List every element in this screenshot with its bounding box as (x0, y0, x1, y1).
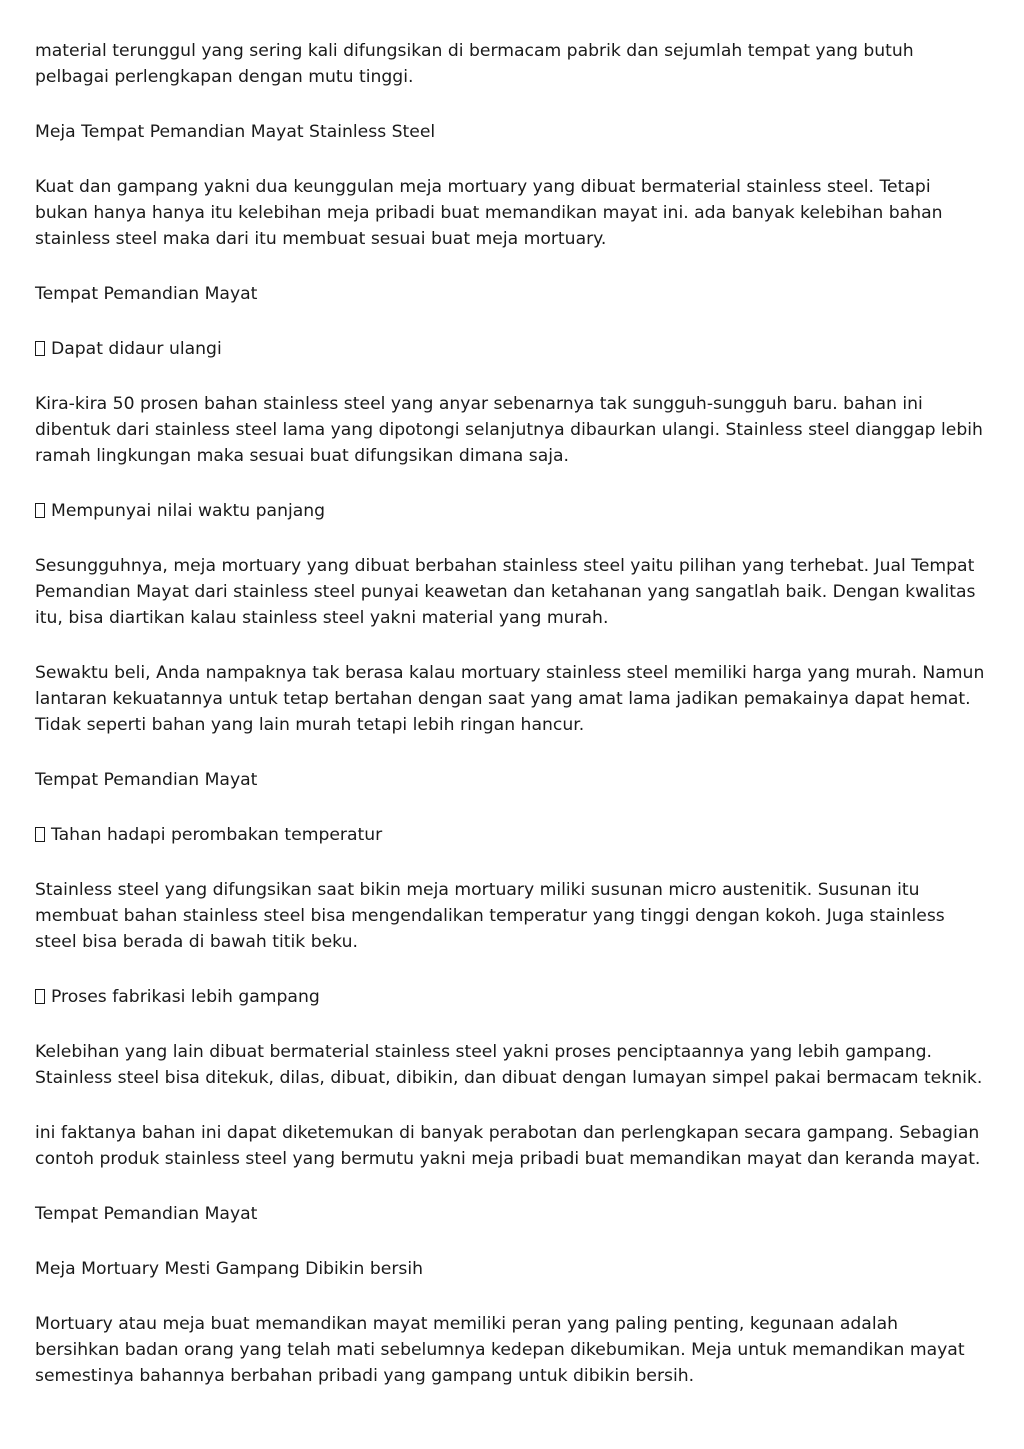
paragraph-produk: ini faktanya bahan ini dapat diketemukan di banyak perabotan dan perlengkapan secara gampang. Sebagian contoh produk stainless steel yang bermutu yakni meja pribadi buat memandikan mayat dan keranda mayat. (35, 1123, 981, 1169)
bullet-item-temperatur (35, 822, 985, 848)
bullet-label: Dapat didaur ulangi (51, 339, 222, 359)
bullet-box-icon (35, 341, 45, 356)
paragraph-mortuary: Mortuary atau meja buat memandikan mayat memiliki peran yang paling penting, kegunaan adalah bersihkan badan orang yang telah mati sebelumnya kedepan dikebumikan. Meja untuk memandikan mayat semestinya bahannya berbahan pribadi yang gampang untuk dibikin bersih. (35, 1314, 965, 1386)
paragraph-harga-murah: Sewaktu beli, Anda nampaknya tak berasa kalau mortuary stainless steel memiliki harga yang murah. Namun lantaran kekuatannya untuk tetap bertahan dengan saat yang amat lama jadikan pemakainya dapat hemat. Tidak seperti bahan yang lain murah tetapi lebih ringan hancur. (35, 663, 985, 735)
heading-tempat-pemandian-3: Tempat Pemandian Mayat (35, 1204, 258, 1224)
bullet-box-icon (35, 989, 45, 1004)
paragraph-waktu-panjang: Sesungguhnya, meja mortuary yang dibuat berbahan stainless steel yaitu pilihan yang terhebat. Jual Tempat Pemandian Mayat dari stainless steel punyai keawetan dan ketahanan yang sangatlah baik. Dengan kwalitas itu, bisa diartikan kalau stainless steel yakni material yang murah. (35, 556, 976, 628)
bullet-box-icon (35, 827, 45, 842)
paragraph-daur-ulang: Kira-kira 50 prosen bahan stainless steel yang anyar sebenarnya tak sungguh-sungguh baru. bahan ini dibentuk dari stainless steel lama yang dipotongi selanjutnya dibaurkan ulangi. Stainless steel dianggap lebih ramah lingkungan maka sesuai buat difungsikan dimana saja. (35, 394, 983, 466)
heading-tempat-pemandian-1: Tempat Pemandian Mayat (35, 284, 258, 304)
heading-meja-mortuary-bersih: Meja Mortuary Mesti Gampang Dibikin bersih (35, 1259, 424, 1279)
bullet-item-daur-ulang (35, 336, 985, 362)
paragraph-keunggulan: Kuat dan gampang yakni dua keunggulan meja mortuary yang dibuat bermaterial stainless steel. Tetapi bukan hanya hanya itu kelebihan meja pribadi buat memandikan mayat ini. ada banyak kelebihan bahan stainless steel maka dari itu membuat sesuai buat meja mortuary. (35, 177, 943, 249)
bullet-label: Mempunyai nilai waktu panjang (51, 501, 326, 521)
bullet-box-icon (35, 503, 45, 518)
bullet-label: Tahan hadapi perombakan temperatur (51, 825, 383, 845)
bullet-item-fabrikasi (35, 984, 985, 1010)
bullet-label: Proses fabrikasi lebih gampang (51, 987, 320, 1007)
paragraph-intro-continuation: material terunggul yang sering kali difungsikan di bermacam pabrik dan sejumlah tempat yang butuh pelbagai perlengkapan dengan mutu tinggi. (35, 41, 914, 87)
paragraph-temperatur: Stainless steel yang difungsikan saat bikin meja mortuary miliki susunan micro austenitik. Susunan itu membuat bahan stainless steel bisa mengendalikan temperatur yang tinggi dengan kokoh. Juga stainless steel bisa berada di bawah titik beku. (35, 880, 945, 952)
heading-meja-stainless: Meja Tempat Pemandian Mayat Stainless Steel (35, 122, 436, 142)
document-page (35, 38, 985, 1418)
heading-tempat-pemandian-2: Tempat Pemandian Mayat (35, 770, 258, 790)
bullet-item-waktu-panjang (35, 498, 985, 524)
paragraph-fabrikasi: Kelebihan yang lain dibuat bermaterial stainless steel yakni proses penciptaannya yang lebih gampang. Stainless steel bisa ditekuk, dilas, dibuat, dibikin, dan dibuat dengan lumayan simpel pakai bermacam teknik. (35, 1042, 983, 1088)
